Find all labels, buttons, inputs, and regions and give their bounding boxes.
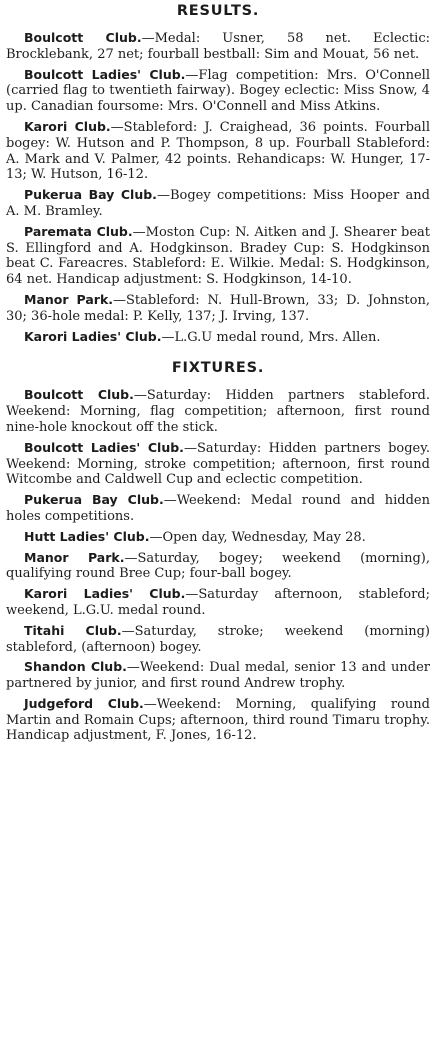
fixture-entry: [6, 492, 430, 525]
result-entry: [6, 292, 430, 325]
club-name: Hutt Ladies' Club.: [24, 528, 150, 544]
club-name: Pukerua Bay Club.: [24, 187, 157, 203]
results-heading: RESULTS.: [176, 3, 260, 19]
fixture-entry: [6, 550, 430, 583]
result-text: —Stableford: J. Craighead, 36 points. Fourball bogey: W. Hutson and P. Thompson, 8 up. Fourball Stableford: A. Mark and V. Palmer, 42 points. Rehandicaps: W. Hunger, 17-13; W. Hutson, 16-12.: [6, 119, 430, 183]
result-entry: [6, 30, 430, 63]
fixture-text: —Weekend: Dual medal, senior 13 and under partnered by junior, and first round Andrew trophy.: [6, 660, 430, 692]
result-entry: [6, 67, 430, 115]
result-text: —L.G.U medal round, Mrs. Allen.: [161, 329, 381, 345]
result-text: —Stableford: N. Hull-Brown, 33; D. Johnston, 30; 36-hole medal: P. Kelly, 137; J. Irving, 137.: [6, 292, 430, 324]
fixture-entry: [6, 623, 430, 656]
results-list: [6, 30, 430, 345]
fixture-entry: [6, 529, 430, 546]
club-name: Titahi Club.: [24, 622, 122, 638]
club-name: Karori Ladies' Club.: [24, 586, 186, 602]
fixture-entry: [6, 440, 430, 488]
result-text: —Medal: Usner, 58 net. Eclectic: Brocklebank, 27 net; fourball bestball: Sim and Mouat, 56 net.: [6, 31, 430, 62]
fixture-entry: [6, 387, 430, 435]
newspaper-column: [6, 2, 430, 1042]
club-name: Judgeford Club.: [24, 695, 144, 711]
result-text: —Flag competition: Mrs. O'Connell (carried flag to twentieth fairway). Bogey eclectic: Miss Snow, 4 up. Canadian foursome: Mrs. O'Connell and Miss Atkins.: [6, 67, 430, 115]
fixture-text: —Weekend: Morning, qualifying round Martin and Romain Cups; afternoon, third round Timaru trophy. Handicap adjustment, F. Jones, 16-12.: [6, 696, 430, 744]
result-entry: [6, 187, 430, 220]
club-name: Manor Park.: [24, 549, 125, 565]
fixture-text: —Saturday: Hidden partners bogey. Weekend: Morning, stroke competition; afternoon, first round Witcombe and Caldwell Cup and eclectic competition.: [6, 440, 430, 488]
result-entry: [6, 224, 430, 288]
club-name: Paremata Club.: [24, 223, 133, 239]
club-name: Boulcott Club.: [24, 387, 134, 403]
fixture-text: —Weekend: Medal round and hidden holes competitions.: [6, 493, 430, 524]
fixture-entry: [6, 586, 430, 619]
result-entry: [6, 329, 430, 346]
club-name: Boulcott Ladies' Club.: [24, 66, 186, 82]
result-entry: [6, 119, 430, 183]
fixture-text: —Saturday, bogey; weekend (morning), qualifying round Bree Cup; four-ball bogey.: [6, 550, 430, 582]
fixtures-list: [6, 387, 430, 744]
fixture-entry: [6, 659, 430, 692]
club-name: Pukerua Bay Club.: [24, 492, 164, 508]
fixture-text: —Saturday, stroke; weekend (morning) stableford, (afternoon) bogey.: [6, 623, 430, 655]
fixture-text: —Open day, Wednesday, May 28.: [149, 529, 366, 545]
fixture-text: —Saturday afternoon, stableford; weekend, L.G.U. medal round.: [6, 587, 430, 618]
club-name: Karori Ladies' Club.: [24, 328, 162, 344]
fixture-text: —Saturday: Hidden partners stableford. Weekend: Morning, flag competition; afternoon, first round nine-hole knockout off the stick.: [6, 388, 430, 435]
result-text: —Moston Cup: N. Aitken and J. Shearer beat S. Ellingford and A. Hodgkinson. Bradey Cup: S. Hodgkinson beat C. Fareacres. Stableford: E. Wilkie. Medal: S. Hodgkinson, 64 net. Handicap adjustment: S. Hodgkinson, 14-10.: [6, 224, 430, 288]
club-name: Karori Club.: [24, 118, 111, 134]
club-name: Manor Park.: [24, 291, 114, 307]
club-name: Boulcott Ladies' Club.: [24, 439, 184, 455]
club-name: Boulcott Club.: [24, 30, 142, 45]
club-name: Shandon Club.: [24, 659, 127, 675]
fixture-entry: [6, 696, 430, 744]
result-text: —Bogey competitions: Miss Hooper and A. M. Bramley.: [6, 188, 430, 219]
fixtures-heading: FIXTURES.: [171, 360, 265, 377]
